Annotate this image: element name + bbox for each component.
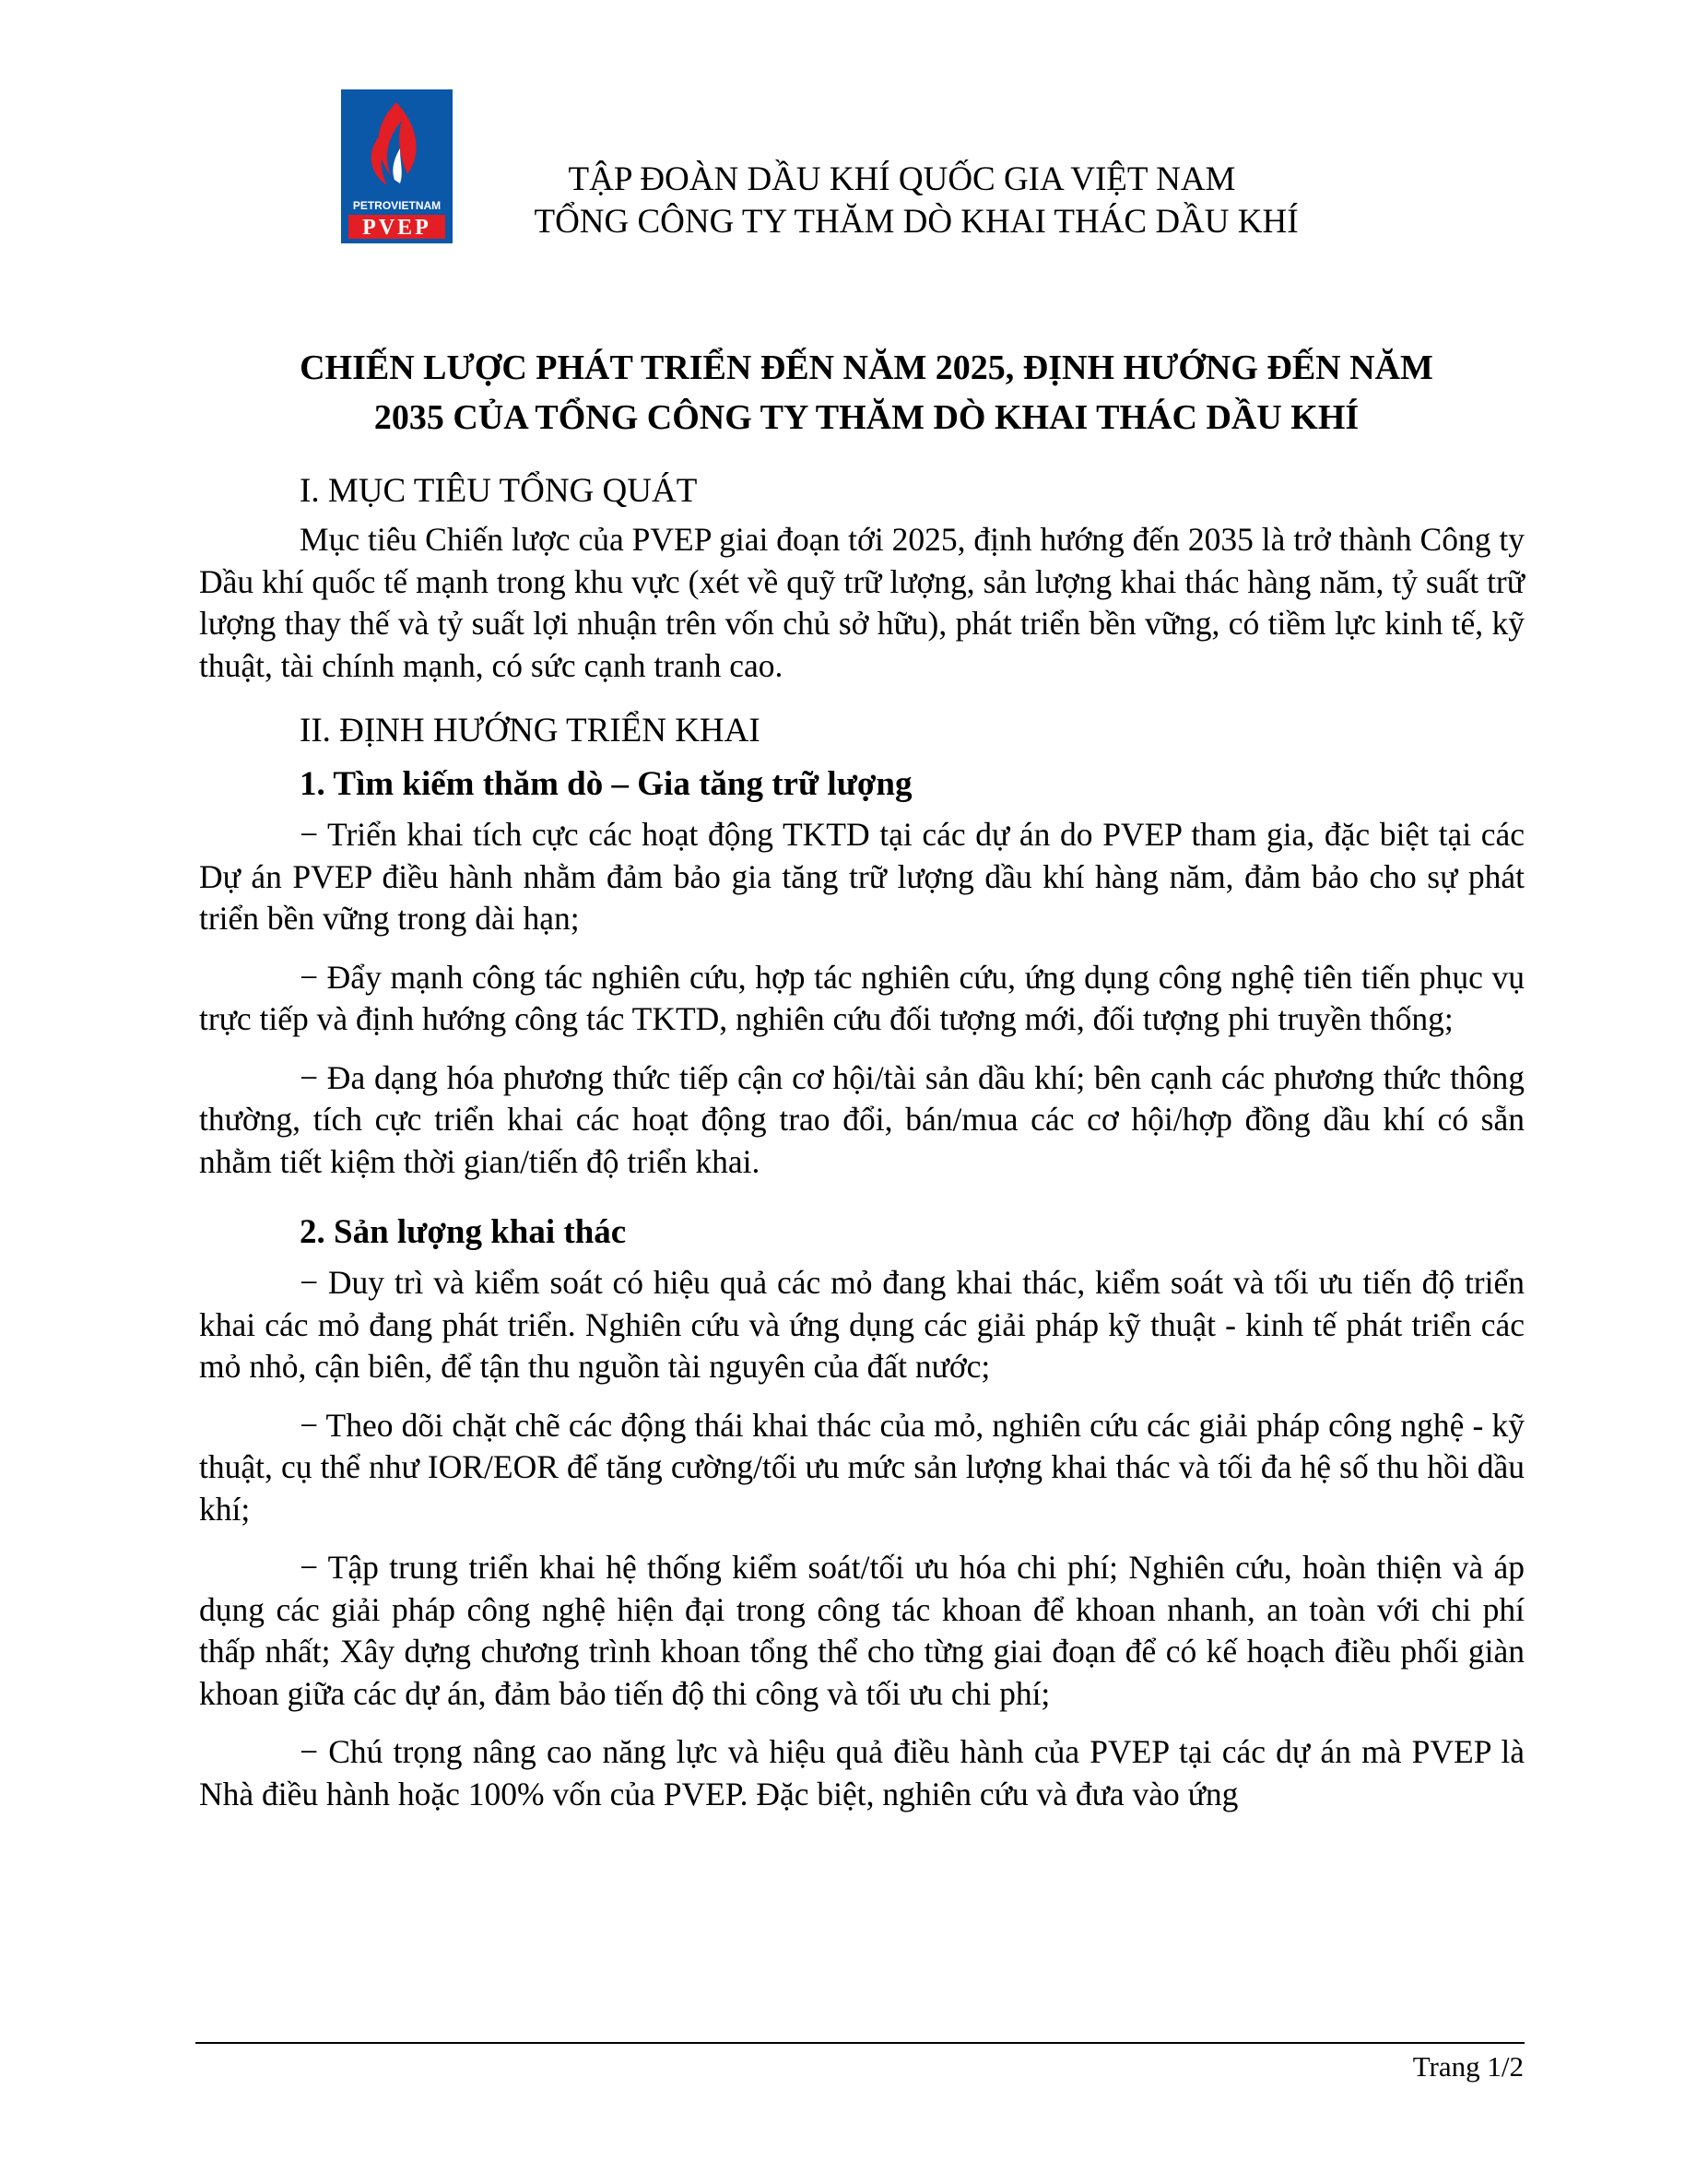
document-body: [199, 466, 1525, 1815]
logo-brand-line: PETROVIETNAM: [352, 199, 442, 212]
paragraph: − Đa dạng hóa phương thức tiếp cận cơ hội/tài sản dầu khí; bên cạnh các phương thức thông thường, tích cực triển khai các hoạt động trao đổi, bán/mua các cơ hội/hợp đồng dầu khí có sẵn nhằm tiết kiệm thời gian/tiến độ triển khai.: [199, 1058, 1525, 1180]
organization-header: [0, 159, 1708, 243]
paragraph: − Tập trung triển khai hệ thống kiểm soát/tối ưu hóa chi phí; Nghiên cứu, hoàn thiện và áp dụng các giải pháp công nghệ hiện đại trong công tác khoan để khoan nhanh, an toàn với chi phí thấp nhất; Xây dựng chương trình khoan tổng thể cho từng giai đoạn để có kế hoạch điều phối giàn khoan giữa các dự án, đảm bảo tiến độ thi công và tối ưu chi phí;: [199, 1549, 1525, 1712]
logo-brand-name: PVEP: [362, 216, 431, 240]
subsection-heading-2: 2. Sản lượng khai thác: [300, 1213, 627, 1251]
paragraph: − Chú trọng nâng cao năng lực và hiệu quả điều hành của PVEP tại các dự án mà PVEP là Nhà điều hành hoặc 100% vốn của PVEP. Đặc biệt, nghiên cứu và đưa vào ứng: [199, 1733, 1525, 1812]
paragraph: − Theo dõi chặt chẽ các động thái khai thác của mỏ, nghiên cứu các giải pháp công nghệ - kỹ thuật, cụ thể như IOR/EOR để tăng cường/tối ưu mức sản lượng khai thác và tối đa hệ số thu hồi dầu khí;: [199, 1406, 1525, 1528]
subsection-heading-1: 1. Tìm kiếm thăm dò – Gia tăng trữ lượng: [300, 765, 913, 803]
section-heading-2: II. ĐỊNH HƯỚNG TRIỂN KHAI: [300, 712, 760, 750]
page-number: Trang 1/2: [1412, 2050, 1524, 2083]
title-line-2: 2035 CỦA TỔNG CÔNG TY THĂM DÒ KHAI THÁC DẦU KHÍ: [373, 398, 1360, 437]
document-title: [184, 343, 1549, 443]
paragraph: Mục tiêu Chiến lược của PVEP giai đoạn tới 2025, định hướng đến 2035 là trở thành Công ty Dầu khí quốc tế mạnh trong khu vực (xét về quỹ trữ lượng, sản lượng khai thác hàng năm, tỷ suất trữ lượng thay thế và tỷ suất lợi nhuận trên vốn chủ sở hữu), phát triển bền vững, có tiềm lực kinh tế, kỹ thuật, tài chính mạnh, có sức cạnh tranh cao.: [199, 521, 1525, 684]
org-line-1: TẬP ĐOÀN DẦU KHÍ QUỐC GIA VIỆT NAM: [568, 160, 1236, 198]
title-line-1: CHIẾN LƯỢC PHÁT TRIỂN ĐẾN NĂM 2025, ĐỊNH HƯỚNG ĐẾN NĂM: [300, 348, 1433, 387]
section-heading-1: I. MỤC TIÊU TỔNG QUÁT: [300, 472, 698, 510]
paragraph: − Triển khai tích cực các hoạt động TKTD tại các dự án do PVEP tham gia, đặc biệt tại các Dự án PVEP điều hành nhằm đảm bảo gia tăng trữ lượng dầu khí hàng năm, đảm bảo cho sự phát triển bền vững trong dài hạn;: [199, 816, 1525, 937]
paragraph: − Duy trì và kiểm soát có hiệu quả các mỏ đang khai thác, kiểm soát và tối ưu tiến độ triển khai các mỏ đang phát triển. Nghiên cứu và ứng dụng các giải pháp kỹ thuật - kinh tế phát triển các mỏ nhỏ, cận biên, để tận thu nguồn tài nguyên của đất nước;: [199, 1264, 1525, 1385]
org-line-2: TỔNG CÔNG TY THĂM DÒ KHAI THÁC DẦU KHÍ: [534, 203, 1299, 241]
footer-divider: [195, 2042, 1525, 2044]
paragraph: − Đẩy mạnh công tác nghiên cứu, hợp tác nghiên cứu, ứng dụng công nghệ tiên tiến phục vụ trực tiếp và định hướng công tác TKTD, nghiên cứu đối tượng mới, đối tượng phi truyền thống;: [199, 958, 1525, 1037]
